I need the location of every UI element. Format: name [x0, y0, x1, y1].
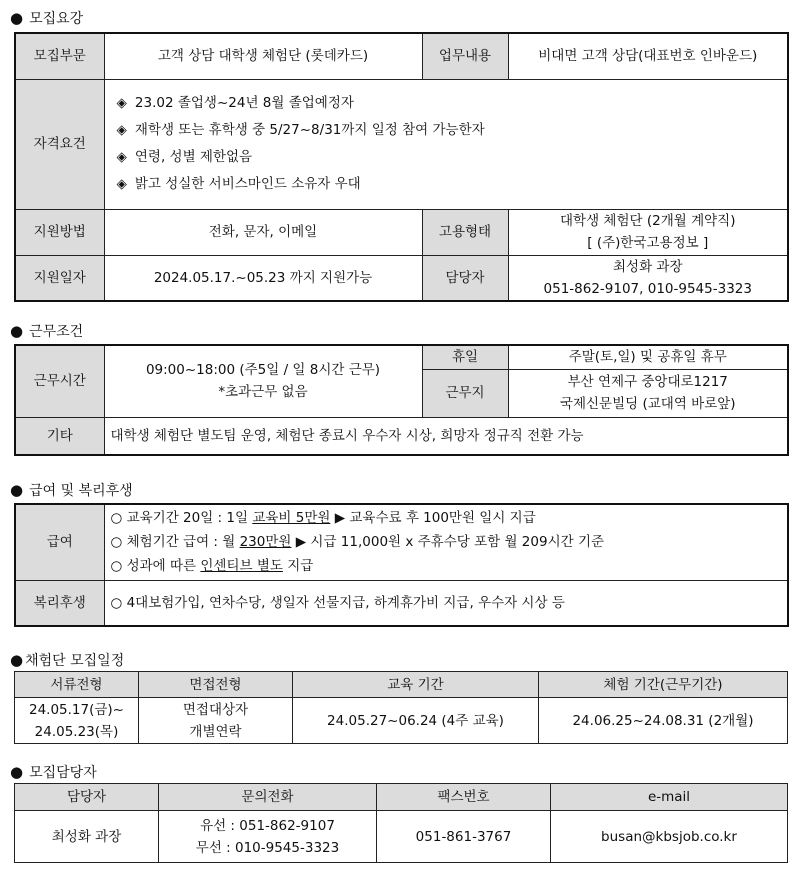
schedule-doc	[15, 698, 139, 744]
schedule-doc-start: 24.05.17(금)~	[28, 701, 124, 718]
pay-line-text: 지급	[282, 558, 314, 575]
manager-fax: 051-861-3767	[377, 811, 551, 863]
hours-value	[104, 345, 422, 417]
section-title-text: 급여 및 복리후생	[29, 483, 133, 499]
emp-company: [ (주)한국고용정보 ]	[587, 235, 709, 251]
section-title-text: 모집요강	[29, 11, 84, 27]
schedule-exp: 24.06.25~24.08.31 (2개월)	[539, 698, 788, 744]
welfare-label: 복리후생	[15, 580, 104, 626]
schedule-table	[14, 671, 788, 744]
bullet-dot-icon: ●	[10, 651, 24, 669]
hours-main: 09:00~18:00 (주5일 / 일 8시간 근무)	[145, 362, 381, 379]
place-address: 부산 연제구 중앙대로1217	[567, 374, 728, 390]
qual-item-text: 23.02 졸업생~24년 8월 졸업예정자	[134, 95, 354, 111]
welfare-text: 4대보험가입, 연차수당, 생일자 선물지급, 하계휴가비 지급, 우수자 시상 등	[126, 594, 565, 611]
section-title-text: 모집담당자	[29, 765, 97, 781]
contact-name: 최성화 과장	[613, 258, 683, 275]
bullet-dot-icon: ●	[10, 322, 24, 340]
diamond-bullet-icon: ◈	[116, 176, 127, 192]
schedule-int-line2: 개별연락	[189, 723, 242, 740]
pay-line-text: 교육기간 20일 : 1일	[126, 510, 253, 527]
pay-line-text: ▶ 시급 11,000원 x 주휴수당 포함 월 209시간 기준	[291, 534, 605, 551]
circle-bullet-icon: ○	[110, 594, 123, 611]
schedule-doc-end: 24.05.23(목)	[34, 723, 119, 740]
section-title-manager	[10, 762, 97, 782]
pay-highlight: 교육비 5만원	[252, 510, 331, 527]
qual-item-text: 연령, 성별 제한없음	[134, 149, 253, 165]
off-value: 주말(토,일) 및 공휴일 휴무	[508, 345, 788, 369]
circle-bullet-icon: ○	[110, 534, 123, 551]
qual-item-text: 재학생 또는 휴학생 중 5/27~8/31까지 일정 참여 가능한자	[134, 122, 485, 138]
circle-bullet-icon: ○	[110, 558, 123, 575]
hours-label: 근무시간	[15, 345, 104, 417]
place-building: 국제신문빌딩 (교대역 바로앞)	[559, 396, 736, 412]
manager-email[interactable]: busan@kbsjob.co.kr	[551, 811, 788, 863]
manager-tel-landline: 유선 : 051-862-9107	[200, 817, 335, 834]
emp-type: 대학생 체험단 (2개월 계약직)	[560, 213, 736, 229]
job-label: 업무내용	[422, 33, 508, 79]
place-label: 근무지	[422, 369, 508, 417]
emp-value	[508, 209, 788, 255]
section-title-recruit	[10, 8, 83, 28]
hours-note: *초과근무 없음	[218, 384, 308, 401]
qual-list	[104, 79, 788, 209]
method-label: 지원방법	[15, 209, 104, 255]
date-label: 지원일자	[15, 255, 104, 301]
pay-line-3	[111, 554, 782, 578]
manager-name: 최성화 과장	[15, 811, 159, 863]
bullet-dot-icon: ●	[10, 481, 24, 499]
contact-label: 담당자	[422, 255, 508, 301]
job-value: 비대면 고객 상담(대표번호 인바운드)	[508, 33, 788, 79]
qual-label: 자격요건	[15, 79, 104, 209]
pay-line-text: 체험기간 급여 : 월	[126, 534, 240, 551]
section-title-pay	[10, 480, 133, 500]
etc-label: 기타	[15, 417, 104, 455]
qual-item	[117, 144, 782, 171]
diamond-bullet-icon: ◈	[116, 122, 127, 138]
pay-line-2	[111, 530, 782, 554]
section-title-text: 채험단 모집일정	[25, 653, 125, 669]
schedule-int-line1: 면접대상자	[182, 701, 249, 718]
pay-value	[104, 504, 788, 580]
manager-tel	[159, 811, 377, 863]
pay-line-text: ▶ 교육수료 후 100만원 일시 지급	[330, 510, 536, 527]
work-table	[14, 344, 789, 456]
pay-line-1	[111, 506, 782, 530]
schedule-edu: 24.05.27~06.24 (4주 교육)	[293, 698, 539, 744]
qual-item	[117, 90, 782, 117]
manager-table	[14, 783, 788, 863]
section-title-schedule	[10, 650, 124, 670]
contact-phone: 051-862-9107, 010-9545-3323	[543, 280, 752, 297]
emp-label: 고용형태	[422, 209, 508, 255]
diamond-bullet-icon: ◈	[116, 95, 127, 111]
etc-value: 대학생 체험단 별도팀 운영, 체험단 종료시 우수자 시상, 희망자 정규직 전환 가능	[104, 417, 788, 455]
schedule-header: 체험 기간(근무기간)	[539, 672, 788, 698]
manager-header: e-mail	[551, 784, 788, 811]
pay-table	[14, 503, 789, 627]
manager-header: 팩스번호	[377, 784, 551, 811]
dept-value: 고객 상담 대학생 체험단 (롯데카드)	[104, 33, 422, 79]
pay-highlight: 인센티브 별도	[200, 558, 283, 575]
schedule-interview	[139, 698, 293, 744]
manager-tel-mobile: 무선 : 010-9545-3323	[195, 839, 340, 856]
date-value: 2024.05.17.~05.23 까지 지원가능	[104, 255, 422, 301]
section-title-work	[10, 321, 83, 341]
schedule-header: 서류전형	[15, 672, 139, 698]
section-title-text: 근무조건	[29, 324, 84, 340]
qual-item-text: 밝고 성실한 서비스마인드 소유자 우대	[134, 176, 361, 192]
bullet-dot-icon: ●	[10, 763, 24, 781]
manager-header: 문의전화	[159, 784, 377, 811]
pay-highlight: 230만원	[239, 534, 292, 551]
method-value: 전화, 문자, 이메일	[104, 209, 422, 255]
pay-line-text: 성과에 따른	[126, 558, 201, 575]
schedule-header: 교육 기간	[293, 672, 539, 698]
welfare-value	[104, 580, 788, 626]
off-label: 휴일	[422, 345, 508, 369]
bullet-dot-icon: ●	[10, 9, 24, 27]
schedule-header: 면접전형	[139, 672, 293, 698]
qual-item	[117, 117, 782, 144]
circle-bullet-icon: ○	[110, 510, 123, 527]
contact-value	[508, 255, 788, 301]
qual-item	[117, 171, 782, 198]
recruit-table	[14, 32, 789, 302]
pay-label: 급여	[15, 504, 104, 580]
dept-label: 모집부문	[15, 33, 104, 79]
diamond-bullet-icon: ◈	[116, 149, 127, 165]
place-value	[508, 369, 788, 417]
manager-header: 담당자	[15, 784, 159, 811]
